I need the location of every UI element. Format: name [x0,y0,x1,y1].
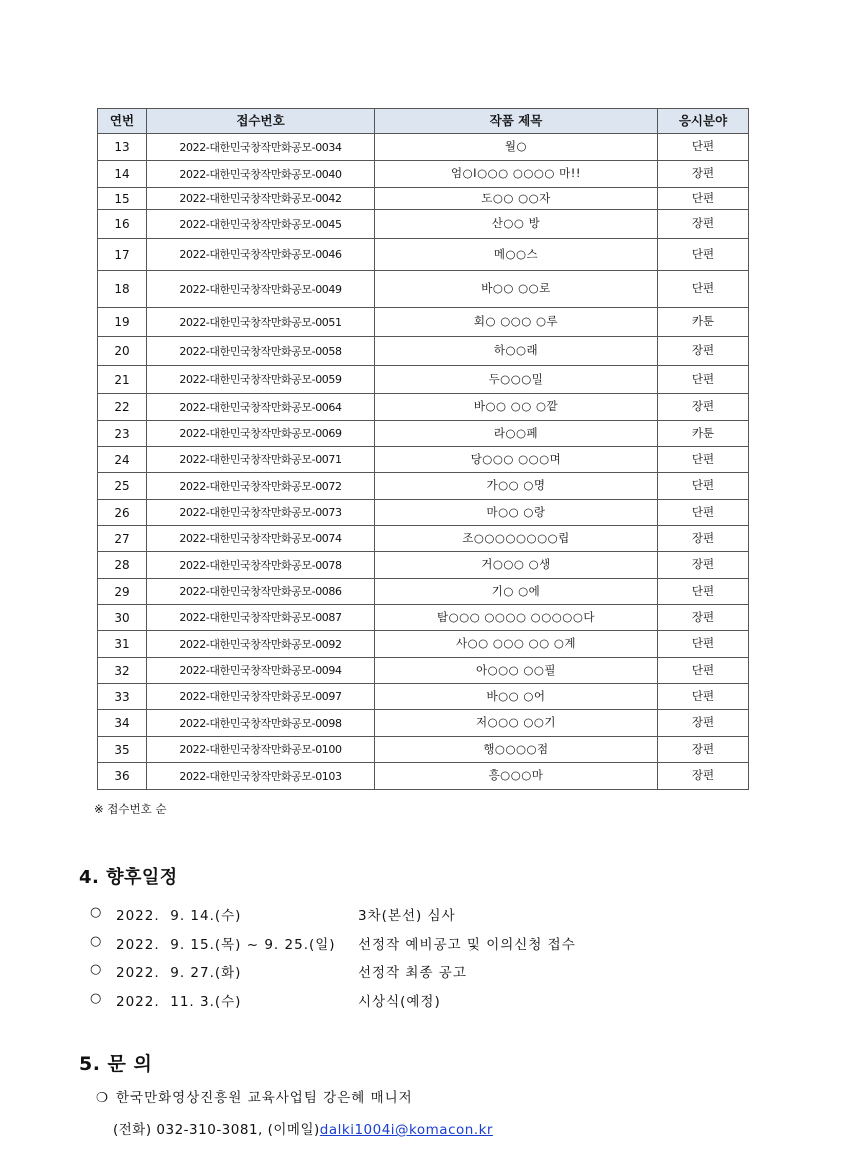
table-row [98,308,749,337]
row-number: 21 [98,366,147,394]
receipt-number: 2022-대한민국창작만화공모-0046 [147,239,375,271]
schedule-item [90,929,710,958]
circle-bullet-icon: ❍ [96,1090,110,1106]
row-number: 28 [98,552,147,579]
application-field: 장편 [658,526,749,552]
receipt-number: 2022-대한민국창작만화공모-0049 [147,271,375,308]
work-title: 엄○I○○○ ○○○○ 마!! [375,161,658,188]
table-row [98,366,749,394]
header-field: 응시분야 [658,109,749,134]
row-number: 20 [98,337,147,366]
table-row [98,579,749,605]
entries-table [97,108,749,790]
row-number: 19 [98,308,147,337]
schedule-list [90,900,710,1014]
receipt-number: 2022-대한민국창작만화공모-0097 [147,684,375,710]
contact-person: 한국만화영상진흥원 교육사업팀 강은혜 매니저 [116,1090,413,1106]
row-number: 26 [98,500,147,526]
row-number: 22 [98,394,147,421]
row-number: 17 [98,239,147,271]
schedule-event: 3차(본선) 심사 [358,908,456,924]
application-field: 장편 [658,763,749,790]
application-field: 단편 [658,473,749,500]
table-row [98,684,749,710]
row-number: 35 [98,737,147,763]
work-title: 당○○○ ○○○며 [375,447,658,473]
work-title: 가○○ ○명 [375,473,658,500]
receipt-number: 2022-대한민국창작만화공모-0064 [147,394,375,421]
work-title: 행○○○○점 [375,737,658,763]
table-row [98,210,749,239]
row-number: 25 [98,473,147,500]
row-number: 34 [98,710,147,737]
application-field: 장편 [658,210,749,239]
receipt-number: 2022-대한민국창작만화공모-0045 [147,210,375,239]
table-row [98,394,749,421]
receipt-number: 2022-대한민국창작만화공모-0051 [147,308,375,337]
table-row [98,447,749,473]
receipt-number: 2022-대한민국창작만화공모-0078 [147,552,375,579]
work-title: 바○○ ○○ ○깥 [375,394,658,421]
row-number: 24 [98,447,147,473]
application-field: 단편 [658,134,749,161]
row-number: 33 [98,684,147,710]
receipt-number: 2022-대한민국창작만화공모-0058 [147,337,375,366]
table-row [98,526,749,552]
table-row [98,631,749,658]
table-row [98,737,749,763]
row-number: 30 [98,605,147,631]
application-field: 단편 [658,658,749,684]
table-row [98,271,749,308]
application-field: 단편 [658,684,749,710]
phone-email-line [113,1118,493,1138]
application-field: 장편 [658,710,749,737]
row-number: 31 [98,631,147,658]
application-field: 장편 [658,337,749,366]
table-row [98,473,749,500]
receipt-number: 2022-대한민국창작만화공모-0040 [147,161,375,188]
schedule-heading: 4. 향후일정 [79,867,178,888]
schedule-date: 2022. 9. 14.(수) [116,908,242,924]
row-number: 29 [98,579,147,605]
inquiry-heading: 5. 문 의 [79,1053,153,1075]
work-title: 도○○ ○○자 [375,188,658,210]
row-number: 27 [98,526,147,552]
schedule-event: 선정작 최종 공고 [358,965,467,981]
application-field: 단편 [658,366,749,394]
work-title: 조○○○○○○○○립 [375,526,658,552]
receipt-number: 2022-대한민국창작만화공모-0086 [147,579,375,605]
work-title: 아○○○ ○○필 [375,658,658,684]
receipt-number: 2022-대한민국창작만화공모-0042 [147,188,375,210]
receipt-number: 2022-대한민국창작만화공모-0094 [147,658,375,684]
table-row [98,239,749,271]
application-field: 장편 [658,552,749,579]
work-title: 월○ [375,134,658,161]
contact-line [96,1086,413,1106]
receipt-number: 2022-대한민국창작만화공모-0034 [147,134,375,161]
row-number: 32 [98,658,147,684]
receipt-number: 2022-대한민국창작만화공모-0071 [147,447,375,473]
work-title: 라○○페 [375,421,658,447]
row-number: 15 [98,188,147,210]
application-field: 단편 [658,271,749,308]
work-title: 흥○○○마 [375,763,658,790]
row-number: 16 [98,210,147,239]
table-row [98,134,749,161]
table-row [98,552,749,579]
application-field: 장편 [658,737,749,763]
application-field: 단편 [658,239,749,271]
receipt-number: 2022-대한민국창작만화공모-0069 [147,421,375,447]
table-row [98,763,749,790]
table-row [98,337,749,366]
table-row [98,710,749,737]
schedule-item [90,900,710,929]
work-title: 저○○○ ○○기 [375,710,658,737]
schedule-item [90,986,710,1015]
work-title: 두○○○밀 [375,366,658,394]
application-field: 장편 [658,161,749,188]
receipt-number: 2022-대한민국창작만화공모-0092 [147,631,375,658]
receipt-number: 2022-대한민국창작만화공모-0098 [147,710,375,737]
phone-text: (전화) 032-310-3081, (이메일) [113,1122,320,1138]
table-row [98,161,749,188]
table-header-row [98,109,749,134]
row-number: 13 [98,134,147,161]
work-title: 바○○ ○○로 [375,271,658,308]
application-field: 단편 [658,447,749,473]
application-field: 단편 [658,500,749,526]
receipt-number: 2022-대한민국창작만화공모-0074 [147,526,375,552]
circle-bullet-icon: ○ [90,990,103,1006]
application-field: 단편 [658,188,749,210]
email-link[interactable]: dalki1004i@komacon.kr [319,1122,493,1138]
table-row [98,500,749,526]
work-title: 바○○ ○어 [375,684,658,710]
receipt-number: 2022-대한민국창작만화공모-0072 [147,473,375,500]
row-number: 36 [98,763,147,790]
work-title: 마○○ ○랑 [375,500,658,526]
application-field: 단편 [658,631,749,658]
work-title: 메○○스 [375,239,658,271]
application-field: 장편 [658,394,749,421]
schedule-event: 시상식(예정) [358,993,441,1010]
receipt-number: 2022-대한민국창작만화공모-0100 [147,737,375,763]
circle-bullet-icon: ○ [90,962,103,977]
circle-bullet-icon: ○ [90,933,103,949]
work-title: 기○ ○에 [375,579,658,605]
receipt-number: 2022-대한민국창작만화공모-0103 [147,763,375,790]
work-title: 하○○래 [375,337,658,366]
application-field: 카툰 [658,421,749,447]
schedule-date: 2022. 9. 15.(목) ~ 9. 25.(일) [116,936,336,953]
table-row [98,605,749,631]
table-row [98,421,749,447]
application-field: 장편 [658,605,749,631]
circle-bullet-icon: ○ [90,905,103,920]
schedule-date: 2022. 9. 27.(화) [116,965,242,981]
table-row [98,658,749,684]
header-receipt: 접수번호 [147,109,375,134]
work-title: 회○ ○○○ ○루 [375,308,658,337]
work-title: 거○○○ ○생 [375,552,658,579]
table-row [98,188,749,210]
work-title: 산○○ 방 [375,210,658,239]
work-title: 사○○ ○○○ ○○ ○계 [375,631,658,658]
receipt-number: 2022-대한민국창작만화공모-0087 [147,605,375,631]
row-number: 18 [98,271,147,308]
row-number: 23 [98,421,147,447]
table-note: ※ 접수번호 순 [94,802,167,816]
schedule-event: 선정작 예비공고 및 이의신청 접수 [358,936,576,953]
schedule-item [90,957,710,986]
schedule-date: 2022. 11. 3.(수) [116,993,242,1010]
receipt-number: 2022-대한민국창작만화공모-0059 [147,366,375,394]
row-number: 14 [98,161,147,188]
work-title: 탐○○○ ○○○○ ○○○○○다 [375,605,658,631]
header-title: 작품 제목 [375,109,658,134]
application-field: 카툰 [658,308,749,337]
application-field: 단편 [658,579,749,605]
header-no: 연번 [98,109,147,134]
receipt-number: 2022-대한민국창작만화공모-0073 [147,500,375,526]
